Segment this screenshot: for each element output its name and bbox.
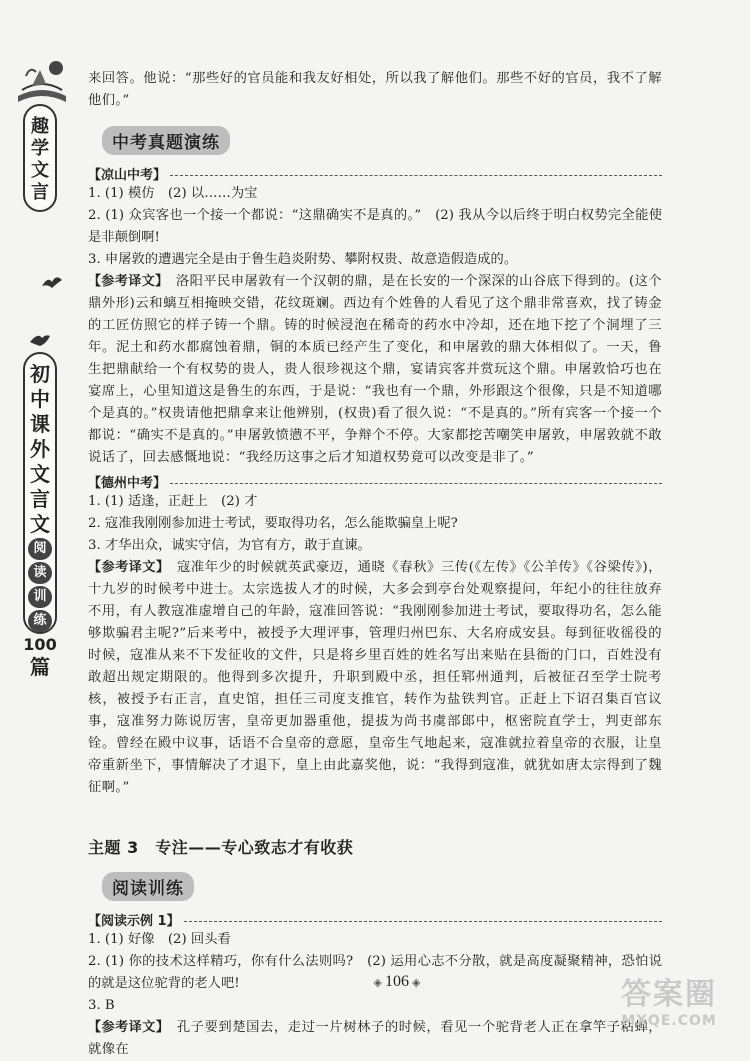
title-char: 文 xyxy=(30,462,50,486)
reference-tag: 【参考译文】 xyxy=(88,560,164,575)
page-number-text: 106 xyxy=(385,973,409,990)
reference-tag: 【参考译文】 xyxy=(88,1020,163,1035)
answer-line: 1. (1) 好像 (2) 回头看 xyxy=(88,932,231,947)
answer-line: 2. (1) 你的技术这样精巧，你有什么法则吗? (2) 运用心志不分散，就是高度凝聚精神，恐怕说的就是这位驼背的老人吧! xyxy=(88,954,662,991)
bird-icon xyxy=(40,272,64,292)
ornament-icon: ◈ xyxy=(412,976,421,989)
title-char: 言 xyxy=(30,487,50,511)
title-badge: 练 xyxy=(28,610,52,632)
page-number xyxy=(352,970,442,994)
answer-line: 2. 寇准我刚刚参加进士考试，要取得功名，怎么能欺骗皇上呢? xyxy=(88,516,458,531)
title-char: 课 xyxy=(30,412,50,436)
reference-translation xyxy=(88,271,662,469)
ornament-icon: ◈ xyxy=(373,976,382,989)
watermark-sub: MXQE.COM xyxy=(621,1013,717,1029)
source-label: 【凉山中考】 xyxy=(88,167,167,183)
reference-text: 寇准年少的时候就英武豪迈，通晓《春秋》三传(《左传》《公羊传》《谷梁传》)，十九岁的时候考中进士。太宗选拔人才的时候，大多会到亭台处观察提问，年纪小的往往放弃不用，有人教寇准虚增自己的年龄，寇准回答说：“我刚刚参加进士考试，要取得功名，怎么能够欺骗君主呢?”后来考中，被授予大理评事，管理归州巴东、大名府成安县。每到征收徭役的时候，寇准从来不下发征收的文件，只是将乡里百姓的姓名写出来贴在县衙的门口，百姓没有敢超出规定期限的。他得到多次提升，升职到殿中丞，担任郓州通判，后被征召至学士院考核，被授予右正言，直史馆，担任三司度支推官，转作为盐铁判官。正赶上下诏召集百官议事，寇准努力陈说厉害，皇帝更加器重他，提拔为尚书虞部郎中，枢密院直学士，判吏部东铨。曾经在殿中议事，话语不合皇帝的意愿，皇帝生气地起来，寇准就拉着皇帝的衣服，让皇帝重新坐下，事情解决了才退下，皇上由此嘉奖他，说：“我得到寇准，就犹如唐太宗得到了魏征啊。” xyxy=(88,560,662,795)
source-label: 【德州中考】 xyxy=(88,475,167,491)
title-badge: 训 xyxy=(28,586,52,608)
series-char: 言 xyxy=(31,182,49,203)
theme-heading: 主题 3 专注——专心致志才有收获 xyxy=(88,838,354,857)
title-char: 中 xyxy=(30,387,50,411)
reference-translation xyxy=(88,1017,662,1061)
title-count: 100 xyxy=(23,635,57,654)
series-char: 学 xyxy=(31,138,49,159)
title-suffix: 篇 xyxy=(30,655,50,679)
section-banner: 中考真题演练 xyxy=(102,126,230,155)
source-header xyxy=(88,471,662,491)
bird-icon xyxy=(28,330,52,350)
series-label-pill xyxy=(23,104,57,212)
dashed-divider xyxy=(170,175,662,176)
title-badge: 阅 xyxy=(28,538,52,560)
source-label: 【阅读示例 1】 xyxy=(88,913,180,929)
intro-paragraph: 来回答。他说：“那些好的官员能和我友好相处，所以我了解他们。那些不好的官员，我不了解他们。” xyxy=(88,71,662,108)
source-header xyxy=(88,909,662,929)
answer-line: 3. 申屠敦的遭遇完全是由于鲁生趋炎附势、攀附权贵、故意造假造成的。 xyxy=(88,252,518,267)
book-emblem-icon xyxy=(12,56,72,106)
watermark xyxy=(594,969,744,1029)
answer-line: 3. 才华出众，诚实守信，为官有方，敢于直谏。 xyxy=(88,538,371,553)
title-char: 文 xyxy=(30,512,50,536)
title-badge: 读 xyxy=(28,562,52,584)
title-char: 初 xyxy=(30,362,50,386)
section-banner: 阅读训练 xyxy=(102,872,194,901)
reference-tag: 【参考译文】 xyxy=(88,274,163,289)
main-content xyxy=(88,68,662,1061)
sidebar xyxy=(0,0,80,1037)
answer-line: 1. (1) 模仿 (2) 以……为宝 xyxy=(88,186,258,201)
series-char: 文 xyxy=(31,160,49,181)
dashed-divider xyxy=(170,483,662,484)
source-header xyxy=(88,163,662,183)
answer-line: 1. (1) 适逢，正赶上 (2) 才 xyxy=(88,494,258,509)
reference-text: 孔子要到楚国去，走过一片树林子的时候，看见一个驼背老人正在拿竿子粘蝉，就像在 xyxy=(88,1020,663,1057)
reference-translation xyxy=(88,557,662,799)
dashed-divider xyxy=(184,921,662,922)
book-title-pill xyxy=(23,352,57,679)
title-char: 外 xyxy=(30,437,50,461)
answer-line: 3. B xyxy=(88,998,115,1013)
reference-text: 洛阳平民申屠敦有一个汉朝的鼎，是在长安的一个深深的山谷底下得到的。(这个鼎外形)云和螭互相掩映交错，花纹斑斓。西边有个姓鲁的人看见了这个鼎非常喜欢，找了铸金的工匠仿照它的样子铸一个鼎。铸的时候浸泡在稀奇的药水中冷却，还在地下挖了个洞埋了三年。泥土和药水都腐蚀着鼎，铜的本质已经产生了变化，和申屠敦的鼎大体相似了。一天，鲁生把鼎献给一个有权势的贵人，贵人很珍视这个鼎，宴请宾客并赏玩这个鼎。申屠敦恰巧也在宴席上，心里知道这是鲁生的东西，于是说：“我也有一个鼎，外形跟这个很像，只是不知道哪个是真的。”权贵请他把鼎拿来让他辨别，(权贵)看了很久说：“不是真的。”所有宾客一个接一个都说：“确实不是真的。”申屠敦愤懑不平，争辩个不停。大家都挖苦嘲笑申屠敦，申屠敦就不敢说话了，回去感慨地说：“我经历这事之后才知道权势竟可以改变是非了。” xyxy=(88,274,662,465)
series-char: 趣 xyxy=(31,116,49,137)
watermark-main: 答案圈 xyxy=(621,977,717,1012)
answer-line: 2. (1) 众宾客也一个接一个都说：“这鼎确实不是真的。” (2) 我从今以后终于明白权势完全能使是非颠倒啊! xyxy=(88,208,662,245)
